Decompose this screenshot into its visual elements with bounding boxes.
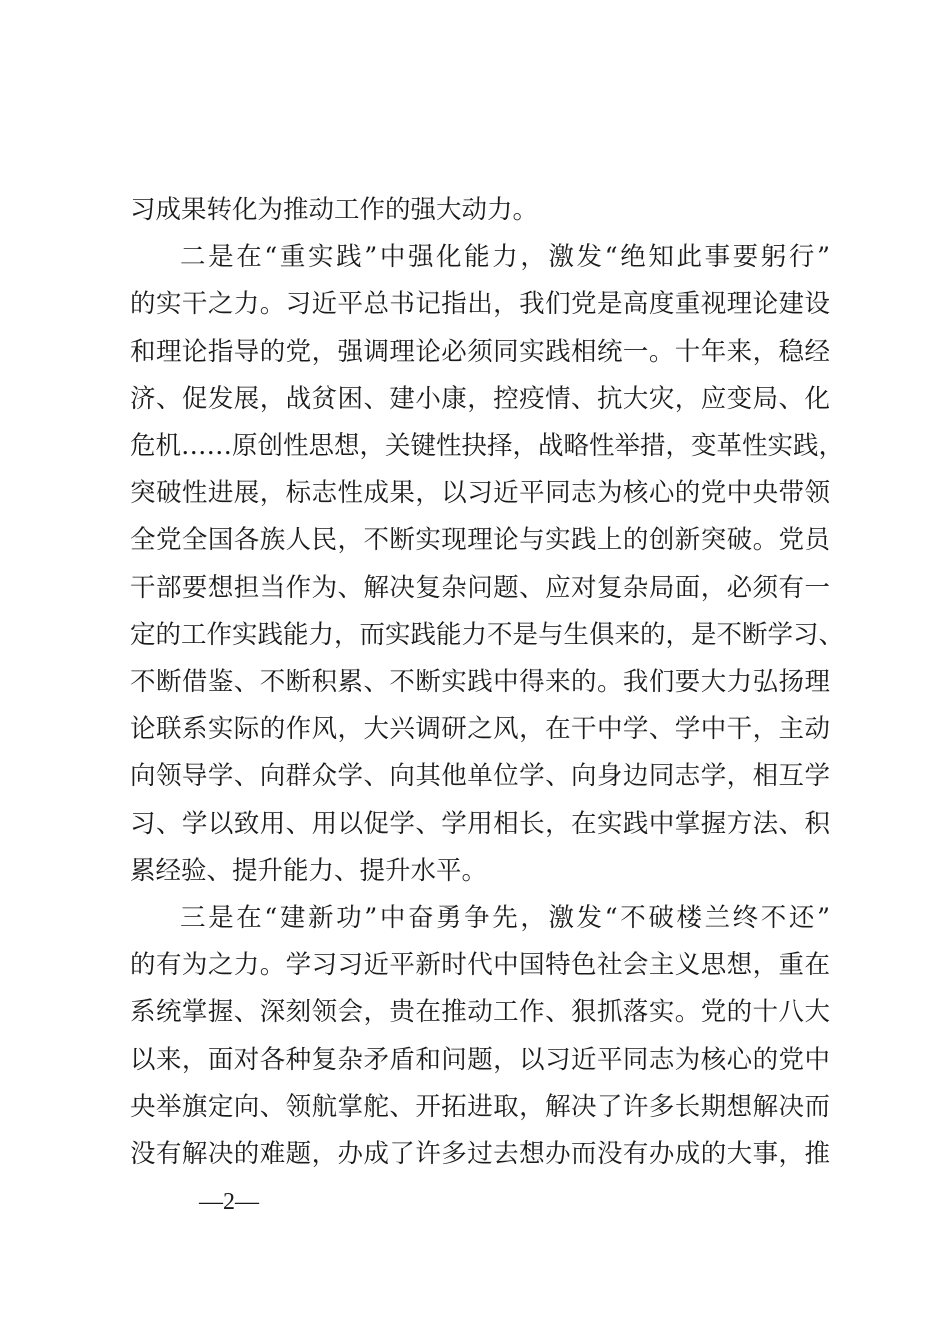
paragraph-2-line-9: 定的工作实践能力，而实践能力不是与生俱来的，是不断学习、 xyxy=(130,620,845,650)
paragraph-2-line-1: 二是在“重实践”中强化能力，激发“绝知此事要躬行” xyxy=(180,242,830,272)
paragraph-2-line-5: 危机……原创性思想，关键性抉择，战略性举措，变革性实践， xyxy=(130,431,845,461)
paragraph-2-line-10: 不断借鉴、不断积累、不断实践中得来的。我们要大力弘扬理 xyxy=(130,667,830,697)
paragraph-2-line-13: 习、学以致用、用以促学、学用相长，在实践中掌握方法、积 xyxy=(130,809,830,839)
paragraph-2-line-11: 论联系实际的作风，大兴调研之风，在干中学、学中干，主动 xyxy=(130,714,830,744)
paragraph-2-line-6: 突破性进展，标志性成果，以习近平同志为核心的党中央带领 xyxy=(130,478,830,508)
paragraph-3-line-2: 的有为之力。学习习近平新时代中国特色社会主义思想，重在 xyxy=(130,950,830,980)
paragraph-2-line-3: 和理论指导的党，强调理论必须同实践相统一。十年来，稳经 xyxy=(130,337,830,367)
paragraph-3-line-5: 央举旗定向、领航掌舵、开拓进取，解决了许多长期想解决而 xyxy=(130,1092,830,1122)
paragraph-3-line-6: 没有解决的难题，办成了许多过去想办而没有办成的大事，推 xyxy=(130,1139,830,1169)
paragraph-2-line-8: 干部要想担当作为、解决复杂问题、应对复杂局面，必须有一 xyxy=(130,573,830,603)
paragraph-2-line-4: 济、促发展，战贫困、建小康，控疫情、抗大灾，应变局、化 xyxy=(130,384,830,414)
paragraph-3-line-1: 三是在“建新功”中奋勇争先，激发“不破楼兰终不还” xyxy=(180,903,830,933)
paragraph-3-line-3: 系统掌握、深刻领会，贵在推动工作、狠抓落实。党的十八大 xyxy=(130,997,830,1027)
page-number: —2— xyxy=(199,1189,259,1215)
paragraph-1-line-1: 习成果转化为推动工作的强大动力。 xyxy=(130,195,539,225)
paragraph-2-line-7: 全党全国各族人民，不断实现理论与实践上的创新突破。党员 xyxy=(130,525,830,555)
paragraph-3-line-4: 以来，面对各种复杂矛盾和问题，以习近平同志为核心的党中 xyxy=(130,1045,830,1075)
paragraph-2-line-12: 向领导学、向群众学、向其他单位学、向身边同志学，相互学 xyxy=(130,761,830,791)
paragraph-2-line-2: 的实干之力。习近平总书记指出，我们党是高度重视理论建设 xyxy=(130,289,830,319)
paragraph-2-line-14: 累经验、提升能力、提升水平。 xyxy=(130,856,488,886)
